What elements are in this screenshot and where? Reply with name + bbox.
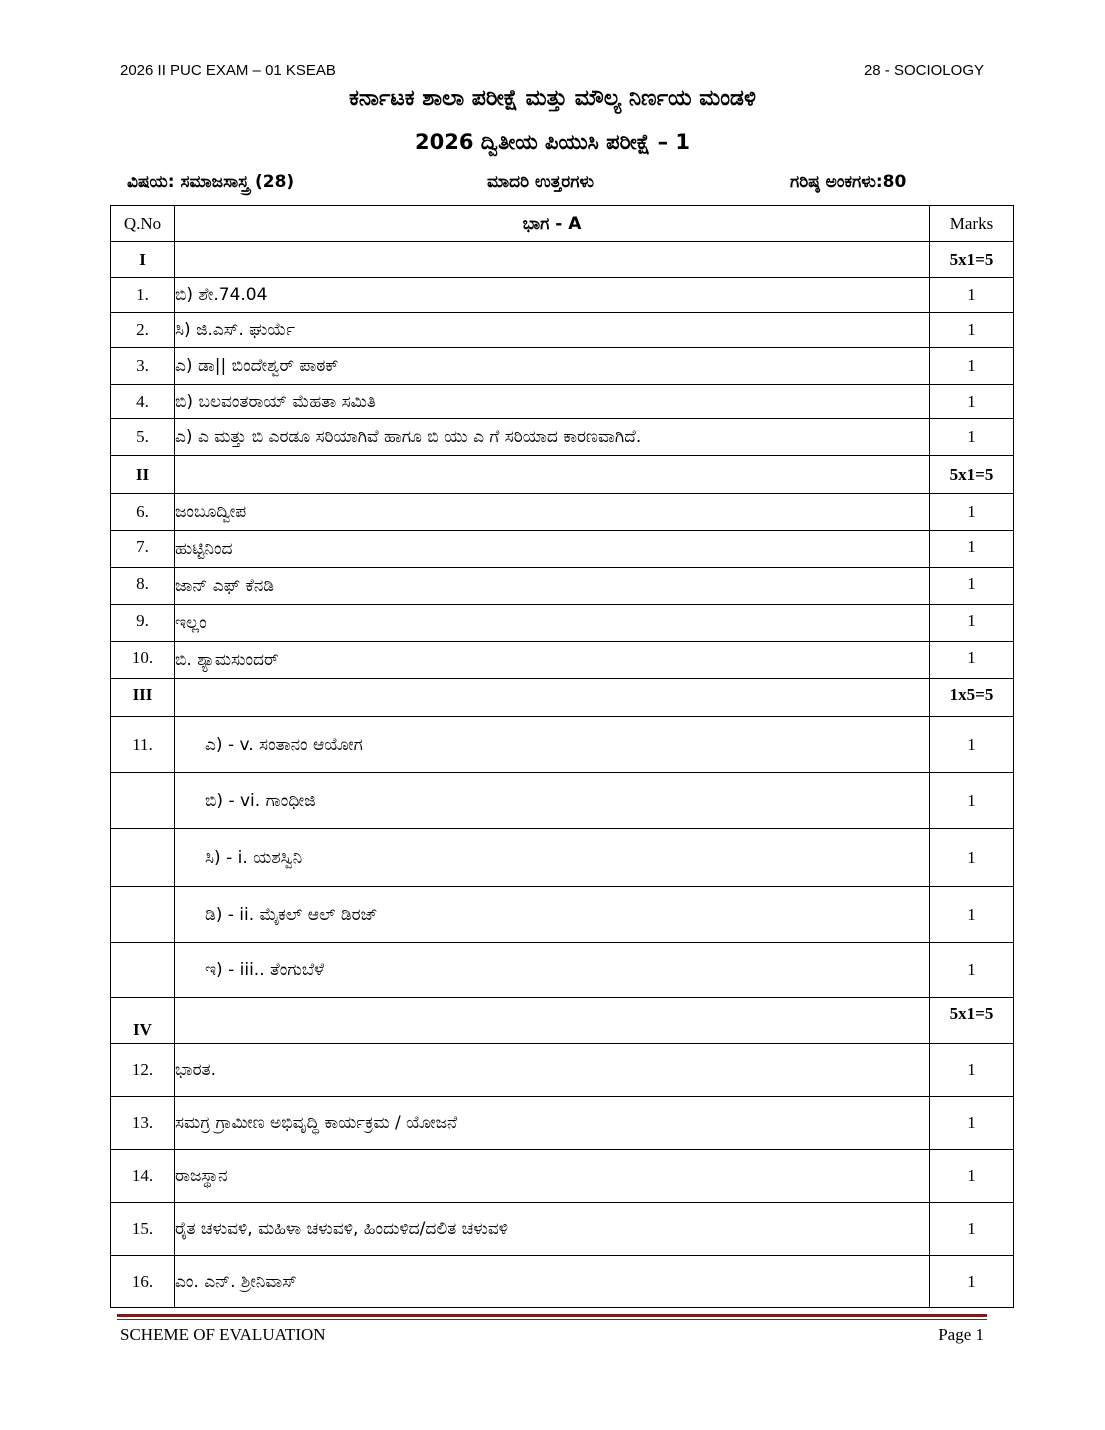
question-number: 1. xyxy=(111,278,175,313)
answer-text: ಭಾರತ. xyxy=(175,1044,930,1097)
section-row xyxy=(111,998,1014,1044)
question-number: 10. xyxy=(111,642,175,679)
question-number: 14. xyxy=(111,1150,175,1203)
answer-marks: 1 xyxy=(930,494,1014,531)
question-number: 8. xyxy=(111,568,175,605)
question-number xyxy=(111,943,175,998)
section-marks: 5x1=5 xyxy=(930,242,1014,278)
answer-text: ಬಿ) ಬಲವಂತರಾಯ್ ಮೆಹತಾ ಸಮಿತಿ xyxy=(175,385,930,419)
question-number: 13. xyxy=(111,1097,175,1150)
part-header: ಭಾಗ - A xyxy=(175,206,930,242)
table-row xyxy=(111,887,1014,943)
answer-marks: 1 xyxy=(930,1256,1014,1308)
question-number: 16. xyxy=(111,1256,175,1308)
answer-text: ಸಿ) - i. ಯಶಸ್ವಿನಿ xyxy=(175,829,930,887)
section-marks: 1x5=5 xyxy=(930,679,1014,717)
answer-text: ಬಿ) ಶೇ.74.04 xyxy=(175,278,930,313)
exam-title: 2026 ದ್ವಿತೀಯ ಪಿಯುಸಿ ಪರೀಕ್ಷೆ – 1 xyxy=(414,130,691,154)
answer-marks: 1 xyxy=(930,348,1014,385)
table-row xyxy=(111,568,1014,605)
table-row xyxy=(111,773,1014,829)
answer-type-label: ಮಾದರಿ ಉತ್ತರಗಳು xyxy=(487,172,595,192)
table-row xyxy=(111,385,1014,419)
question-number: 7. xyxy=(111,531,175,568)
question-number: 2. xyxy=(111,313,175,348)
footer-divider-thin xyxy=(117,1319,987,1320)
answer-text: ಇ) - iii.. ತೆಂಗುಬೆಳೆ xyxy=(175,943,930,998)
answer-marks: 1 xyxy=(930,1203,1014,1256)
header-right: 28 - SOCIOLOGY xyxy=(863,62,984,79)
answer-text: ಎ) - v. ಸಂತಾನಂ ಆಯೋಗ xyxy=(175,717,930,773)
section-number: I xyxy=(111,242,175,278)
table-row xyxy=(111,605,1014,642)
subject-label: ವಿಷಯ: ಸಮಾಜಸಾಸ್ತ್ರ (28) xyxy=(127,172,295,192)
answer-text: ಸಿ) ಜಿ.ಎಸ್. ಘುರ್ಯೆ xyxy=(175,313,930,348)
section-row xyxy=(111,242,1014,278)
table-row xyxy=(111,1097,1014,1150)
answer-marks: 1 xyxy=(930,773,1014,829)
answer-text: ಸಮಗ್ರ ಗ್ರಾಮೀಣ ಅಭಿವೃದ್ಧಿ ಕಾರ್ಯಕ್ರಮ / ಯೋಜನೆ xyxy=(175,1097,930,1150)
question-number: 3. xyxy=(111,348,175,385)
section-blank xyxy=(175,998,930,1044)
answer-marks: 1 xyxy=(930,531,1014,568)
answer-marks: 1 xyxy=(930,1097,1014,1150)
answer-marks: 1 xyxy=(930,419,1014,456)
section-marks: 5x1=5 xyxy=(930,998,1014,1044)
table-row xyxy=(111,419,1014,456)
question-number: 9. xyxy=(111,605,175,642)
answer-text: ಜಂಬೂದ್ವೀಪ xyxy=(175,494,930,531)
answer-text: ಬಿ. ಶ್ಯಾಮಸುಂದರ್ xyxy=(175,642,930,679)
table-row xyxy=(111,1044,1014,1097)
answer-marks: 1 xyxy=(930,642,1014,679)
question-number xyxy=(111,773,175,829)
table-header-row xyxy=(111,206,1014,242)
table-row xyxy=(111,943,1014,998)
question-number: 6. xyxy=(111,494,175,531)
section-marks: 5x1=5 xyxy=(930,456,1014,494)
table-row xyxy=(111,829,1014,887)
answer-marks: 1 xyxy=(930,568,1014,605)
question-number: 4. xyxy=(111,385,175,419)
answer-marks: 1 xyxy=(930,1150,1014,1203)
section-row xyxy=(111,456,1014,494)
table-row xyxy=(111,642,1014,679)
question-number: 15. xyxy=(111,1203,175,1256)
section-number: II xyxy=(111,456,175,494)
answer-text: ಬಿ) - vi. ಗಾಂಧೀಜಿ xyxy=(175,773,930,829)
table-row xyxy=(111,494,1014,531)
table-row xyxy=(111,313,1014,348)
answer-marks: 1 xyxy=(930,829,1014,887)
answer-text: ಹುಟ್ಟಿನಿಂದ xyxy=(175,531,930,568)
answer-text: ಜಾನ್ ಎಫ್ ಕೆನಡಿ xyxy=(175,568,930,605)
question-number: 12. xyxy=(111,1044,175,1097)
answer-text: ಎ) ಡಾ|| ಬಿಂದೇಶ್ವರ್ ಪಾಠಕ್ xyxy=(175,348,930,385)
answer-marks: 1 xyxy=(930,278,1014,313)
footer-divider xyxy=(117,1314,987,1317)
footer-left: SCHEME OF EVALUATION xyxy=(120,1325,326,1344)
table-row xyxy=(111,717,1014,773)
table-row xyxy=(111,348,1014,385)
answer-text: ಡಿ) - ii. ಮೈಕಲ್ ಆಲ್ ಡಿರಜ್ xyxy=(175,887,930,943)
section-blank xyxy=(175,456,930,494)
answer-text: ಇಲ್ಲಂ xyxy=(175,605,930,642)
question-number xyxy=(111,829,175,887)
page-number: Page 1 xyxy=(938,1325,984,1344)
question-number xyxy=(111,887,175,943)
answer-marks: 1 xyxy=(930,943,1014,998)
answer-marks: 1 xyxy=(930,385,1014,419)
board-title: ಕರ್ನಾಟಕ ಶಾಲಾ ಪರೀಕ್ಷೆ ಮತ್ತು ಮೌಲ್ಯ ನಿರ್ಣಯ ಮಂಡಳಿ xyxy=(349,86,756,111)
answer-marks: 1 xyxy=(930,605,1014,642)
answer-marks: 1 xyxy=(930,1044,1014,1097)
answer-marks: 1 xyxy=(930,313,1014,348)
answer-text: ರೈತ ಚಳುವಳಿ, ಮಹಿಳಾ ಚಳುವಳಿ, ಹಿಂದುಳಿದ/ದಲಿತ ಚಳುವಳಿ xyxy=(175,1203,930,1256)
header-left: 2026 II PUC EXAM – 01 KSEAB xyxy=(120,62,336,79)
section-number: IV xyxy=(111,998,175,1044)
qno-header: Q.No xyxy=(111,206,175,242)
max-marks-label: ಗರಿಷ್ಠ ಅಂಕಗಳು:80 xyxy=(790,172,907,192)
answer-text: ಎಂ. ಎನ್. ಶ್ರೀನಿವಾಸ್ xyxy=(175,1256,930,1308)
table-row xyxy=(111,531,1014,568)
table-row xyxy=(111,1150,1014,1203)
question-number: 11. xyxy=(111,717,175,773)
question-number: 5. xyxy=(111,419,175,456)
section-blank xyxy=(175,679,930,717)
answer-marks: 1 xyxy=(930,717,1014,773)
table-row xyxy=(111,1203,1014,1256)
table-row xyxy=(111,278,1014,313)
answer-text: ರಾಜಸ್ಥಾನ xyxy=(175,1150,930,1203)
section-blank xyxy=(175,242,930,278)
answer-table xyxy=(110,205,1014,1308)
answer-text: ಎ) ಎ ಮತ್ತು ಬಿ ಎರಡೂ ಸರಿಯಾಗಿವೆ ಹಾಗೂ ಬಿ ಯು ಎ ಗೆ ಸರಿಯಾದ ಕಾರಣವಾಗಿದೆ. xyxy=(175,419,930,456)
section-number: III xyxy=(111,679,175,717)
answer-marks: 1 xyxy=(930,887,1014,943)
section-row xyxy=(111,679,1014,717)
table-row xyxy=(111,1256,1014,1308)
marks-header: Marks xyxy=(930,206,1014,242)
